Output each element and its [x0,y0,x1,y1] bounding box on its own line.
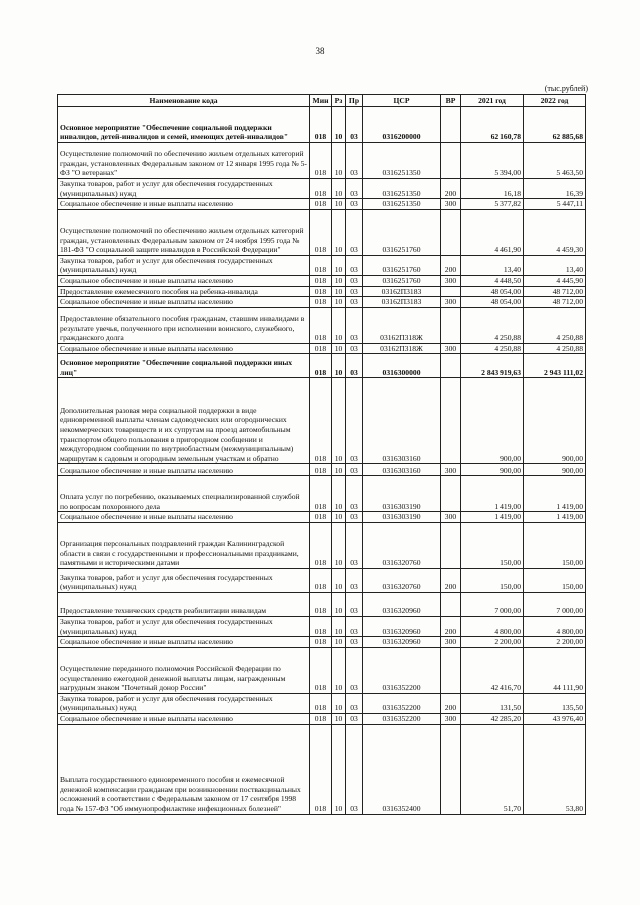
cell-name: Закупка товаров, работ и услуг для обеспечения государственных (муниципальных) нужд [58,568,310,592]
cell-2021: 900,00 [461,378,524,464]
header-2021: 2021 год [461,95,524,107]
cell-vr [441,209,461,255]
cell-rz: 10 [332,724,346,814]
cell-pr: 03 [346,209,363,255]
cell-min: 018 [310,343,332,354]
cell-2021: 62 160,78 [461,107,524,143]
cell-csr: 0316251350 [363,179,441,199]
cell-2022: 2 200,00 [524,637,586,648]
cell-csr: 0316352200 [363,713,441,724]
cell-min: 018 [310,286,332,297]
cell-vr [441,354,461,378]
cell-csr: 0316320960 [363,616,441,636]
cell-2022: 4 250,88 [524,343,586,354]
cell-2022: 150,00 [524,522,586,568]
cell-2021: 131,50 [461,693,524,713]
cell-pr: 03 [346,592,363,616]
cell-2022: 62 885,68 [524,107,586,143]
cell-pr: 03 [346,307,363,343]
cell-vr [441,286,461,297]
cell-2022: 4 459,30 [524,209,586,255]
cell-pr: 03 [346,275,363,286]
cell-csr: 0316251760 [363,255,441,275]
cell-rz: 10 [332,179,346,199]
table-row [58,637,586,648]
cell-min: 018 [310,512,332,523]
cell-2021: 4 448,50 [461,275,524,286]
cell-csr: 03162П318Ж [363,307,441,343]
cell-min: 018 [310,464,332,476]
cell-pr: 03 [346,724,363,814]
cell-min: 018 [310,592,332,616]
cell-vr: 300 [441,275,461,286]
cell-min: 018 [310,199,332,210]
cell-2021: 5 377,82 [461,199,524,210]
cell-vr: 300 [441,199,461,210]
cell-min: 018 [310,522,332,568]
cell-csr: 0316303190 [363,512,441,523]
cell-2021: 13,40 [461,255,524,275]
cell-rz: 10 [332,343,346,354]
cell-2021: 4 250,88 [461,343,524,354]
cell-min: 018 [310,476,332,512]
table-row [58,616,586,636]
cell-vr [441,592,461,616]
table-row [58,343,586,354]
table-row [58,143,586,179]
cell-rz: 10 [332,199,346,210]
cell-min: 018 [310,693,332,713]
cell-csr: 0316303190 [363,476,441,512]
cell-min: 018 [310,568,332,592]
cell-2021: 16,18 [461,179,524,199]
cell-vr: 300 [441,343,461,354]
cell-2021: 1 419,00 [461,476,524,512]
cell-rz: 10 [332,476,346,512]
cell-name: Закупка товаров, работ и услуг для обеспечения государственных (муниципальных) нужд [58,693,310,713]
table-row [58,199,586,210]
cell-vr [441,107,461,143]
cell-csr: 0316303160 [363,378,441,464]
cell-rz: 10 [332,286,346,297]
cell-rz: 10 [332,143,346,179]
table-row [58,378,586,464]
cell-rz: 10 [332,255,346,275]
cell-csr: 0316352400 [363,724,441,814]
cell-rz: 10 [332,522,346,568]
cell-name: Осуществление полномочий по обеспечению жильем отдельных категорий граждан, установленных Федеральным законом от 12 января 1995 года № 5-ФЗ "О ветеранах" [58,143,310,179]
cell-2021: 900,00 [461,464,524,476]
page-number: 38 [315,46,325,56]
table-row [58,522,586,568]
cell-pr: 03 [346,179,363,199]
cell-csr: 0316320960 [363,637,441,648]
cell-name: Основное мероприятие "Обеспечение социальной поддержки иных лиц" [58,354,310,378]
table-row [58,693,586,713]
table-row [58,724,586,814]
cell-min: 018 [310,143,332,179]
cell-name: Закупка товаров, работ и услуг для обеспечения государственных (муниципальных) нужд [58,255,310,275]
cell-vr [441,307,461,343]
cell-name: Социальное обеспечение и иные выплаты населению [58,275,310,286]
table-row [58,464,586,476]
table-header-row [58,95,586,107]
cell-vr [441,647,461,693]
cell-rz: 10 [332,297,346,308]
cell-min: 018 [310,209,332,255]
cell-2022: 1 419,00 [524,476,586,512]
header-pr: Пр [346,95,363,107]
header-2022: 2022 год [524,95,586,107]
cell-pr: 03 [346,647,363,693]
header-vr: ВР [441,95,461,107]
cell-vr [441,143,461,179]
cell-2021: 4 250,88 [461,307,524,343]
cell-name: Социальное обеспечение и иные выплаты населению [58,713,310,724]
cell-vr: 300 [441,297,461,308]
cell-min: 018 [310,378,332,464]
cell-name: Осуществление полномочий по обеспечению жильем отдельных категорий граждан, установленных Федеральным законом от 24 ноября 1995 года № 181-ФЗ "О социальной защите инвалидов в Российской Федерации" [58,209,310,255]
cell-rz: 10 [332,464,346,476]
cell-csr: 0316251760 [363,209,441,255]
cell-csr: 0316251760 [363,275,441,286]
cell-name: Дополнительная разовая мера социальной поддержки в виде единовременной выплаты членам садоводческих или огороднических некоммерческих товариществ и их супругам на проезд автомобильным транспортом общего пользования в пригородном сообщении и междугородном сообщении по внутриобластным (межмуниципальным) маршрутам к садовым и огородным земельным участкам и обратно [58,378,310,464]
cell-2021: 42 285,20 [461,713,524,724]
cell-2021: 150,00 [461,568,524,592]
cell-vr: 200 [441,616,461,636]
cell-2022: 53,80 [524,724,586,814]
cell-rz: 10 [332,647,346,693]
cell-name: Оплата услуг по погребению, оказываемых специализированной службой по вопросам похоронного дела [58,476,310,512]
cell-csr: 0316352200 [363,693,441,713]
cell-2022: 4 800,00 [524,616,586,636]
header-min: Мин [310,95,332,107]
cell-vr [441,522,461,568]
cell-2021: 150,00 [461,522,524,568]
cell-2022: 150,00 [524,568,586,592]
cell-2022: 48 712,00 [524,286,586,297]
cell-vr: 300 [441,464,461,476]
cell-name: Социальное обеспечение и иные выплаты населению [58,343,310,354]
cell-name: Социальное обеспечение и иные выплаты населению [58,637,310,648]
cell-2021: 4 461,90 [461,209,524,255]
cell-pr: 03 [346,354,363,378]
cell-min: 018 [310,307,332,343]
cell-2022: 5 463,50 [524,143,586,179]
cell-2021: 1 419,00 [461,512,524,523]
cell-rz: 10 [332,637,346,648]
cell-2022: 4 445,90 [524,275,586,286]
cell-pr: 03 [346,476,363,512]
cell-2021: 5 394,00 [461,143,524,179]
cell-name: Предоставление технических средств реабилитации инвалидам [58,592,310,616]
cell-vr: 300 [441,637,461,648]
cell-2021: 48 054,00 [461,297,524,308]
table-row [58,476,586,512]
cell-pr: 03 [346,512,363,523]
cell-2022: 44 111,90 [524,647,586,693]
cell-vr: 200 [441,568,461,592]
budget-table [57,94,586,815]
table-row [58,286,586,297]
cell-2022: 48 712,00 [524,297,586,308]
cell-2022: 43 976,40 [524,713,586,724]
cell-pr: 03 [346,693,363,713]
cell-2022: 13,40 [524,255,586,275]
table-row [58,255,586,275]
header-rz: Рз [332,95,346,107]
cell-min: 018 [310,713,332,724]
table-row [58,275,586,286]
cell-min: 018 [310,647,332,693]
cell-name: Основное мероприятие "Обеспечение социальной поддержки инвалидов, детей-инвалидов и семей, имеющих детей-инвалидов" [58,107,310,143]
cell-min: 018 [310,354,332,378]
cell-pr: 03 [346,637,363,648]
cell-csr: 0316300000 [363,354,441,378]
cell-csr: 0316200000 [363,107,441,143]
cell-rz: 10 [332,275,346,286]
cell-2021: 42 416,70 [461,647,524,693]
cell-2022: 4 250,88 [524,307,586,343]
table-row [58,354,586,378]
table-row [58,592,586,616]
table-row [58,568,586,592]
cell-vr [441,724,461,814]
cell-name: Закупка товаров, работ и услуг для обеспечения государственных (муниципальных) нужд [58,616,310,636]
cell-min: 018 [310,255,332,275]
cell-rz: 10 [332,568,346,592]
cell-csr: 03162П3183 [363,297,441,308]
units-label: (тыс.рублей) [544,84,588,93]
cell-rz: 10 [332,209,346,255]
cell-name: Социальное обеспечение и иные выплаты населению [58,297,310,308]
cell-2022: 7 000,00 [524,592,586,616]
cell-name: Предоставление обязательного пособия гражданам, ставшим инвалидами в результате увечья, полученного при исполнении воинского, служебного, гражданского долга [58,307,310,343]
cell-2021: 48 054,00 [461,286,524,297]
cell-pr: 03 [346,713,363,724]
cell-2021: 7 000,00 [461,592,524,616]
cell-min: 018 [310,616,332,636]
cell-csr: 0316320960 [363,592,441,616]
cell-pr: 03 [346,522,363,568]
cell-vr [441,378,461,464]
cell-rz: 10 [332,592,346,616]
cell-pr: 03 [346,464,363,476]
cell-2022: 900,00 [524,464,586,476]
cell-rz: 10 [332,107,346,143]
cell-2022: 16,39 [524,179,586,199]
table-row [58,297,586,308]
cell-vr: 300 [441,713,461,724]
cell-vr [441,476,461,512]
cell-vr: 200 [441,179,461,199]
cell-2022: 2 943 111,02 [524,354,586,378]
cell-pr: 03 [346,107,363,143]
table-row [58,647,586,693]
cell-name: Осуществление переданного полномочия Российской Федерации по осуществлению ежегодной денежной выплаты лицам, награжденным нагрудным знаком "Почетный донор России" [58,647,310,693]
cell-min: 018 [310,275,332,286]
cell-min: 018 [310,297,332,308]
cell-pr: 03 [346,297,363,308]
cell-name: Выплата государственного единовременного пособия и ежемесячной денежной компенсации гражданам при возникновении поствакцинальных осложнений в соответствии с Федеральным законом от 17 сентября 1998 года № 157-ФЗ "Об иммунопрофилактике инфекционных болезней" [58,724,310,814]
cell-csr: 0316320760 [363,522,441,568]
cell-2022: 135,50 [524,693,586,713]
cell-name: Закупка товаров, работ и услуг для обеспечения государственных (муниципальных) нужд [58,179,310,199]
cell-2022: 5 447,11 [524,199,586,210]
cell-2022: 1 419,00 [524,512,586,523]
cell-pr: 03 [346,255,363,275]
cell-2021: 51,70 [461,724,524,814]
cell-rz: 10 [332,307,346,343]
table-row [58,209,586,255]
cell-pr: 03 [346,199,363,210]
cell-rz: 10 [332,512,346,523]
cell-min: 018 [310,724,332,814]
cell-vr: 300 [441,512,461,523]
cell-pr: 03 [346,568,363,592]
cell-name: Социальное обеспечение и иные выплаты населению [58,199,310,210]
cell-pr: 03 [346,143,363,179]
cell-min: 018 [310,637,332,648]
header-name: Наименование кода [58,95,310,107]
cell-csr: 0316320760 [363,568,441,592]
cell-2021: 4 800,00 [461,616,524,636]
cell-min: 018 [310,179,332,199]
cell-pr: 03 [346,616,363,636]
cell-2021: 2 200,00 [461,637,524,648]
cell-pr: 03 [346,286,363,297]
table-row [58,713,586,724]
cell-csr: 0316251350 [363,199,441,210]
header-csr: ЦСР [363,95,441,107]
cell-csr: 0316303160 [363,464,441,476]
table-row [58,179,586,199]
cell-rz: 10 [332,354,346,378]
cell-pr: 03 [346,378,363,464]
cell-vr: 200 [441,255,461,275]
table-row [58,307,586,343]
cell-min: 018 [310,107,332,143]
table-row [58,107,586,143]
cell-pr: 03 [346,343,363,354]
cell-vr: 200 [441,693,461,713]
cell-csr: 0316251350 [363,143,441,179]
cell-name: Социальное обеспечение и иные выплаты населению [58,512,310,523]
cell-2022: 900,00 [524,378,586,464]
cell-rz: 10 [332,616,346,636]
cell-csr: 03162П318Ж [363,343,441,354]
cell-rz: 10 [332,378,346,464]
cell-rz: 10 [332,713,346,724]
cell-name: Организация персональных поздравлений граждан Калининградской области в связи с государственными и профессиональными праздниками, памятными и историческими датами [58,522,310,568]
cell-2021: 2 843 919,63 [461,354,524,378]
cell-name: Социальное обеспечение и иные выплаты населению [58,464,310,476]
cell-name: Предоставление ежемесячного пособия на ребенка-инвалида [58,286,310,297]
cell-csr: 0316352200 [363,647,441,693]
table-row [58,512,586,523]
cell-csr: 03162П3183 [363,286,441,297]
cell-rz: 10 [332,693,346,713]
